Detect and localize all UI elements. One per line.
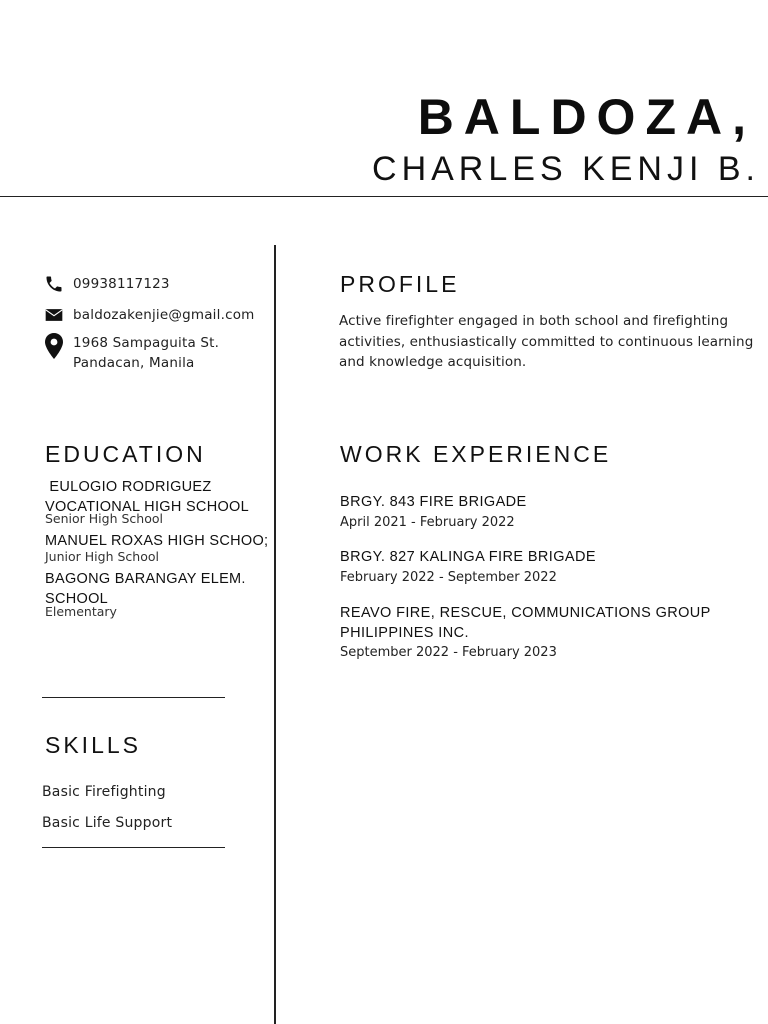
skill-item: Basic Firefighting <box>42 784 166 800</box>
given-name-heading: CHARLES KENJI B. <box>372 150 760 188</box>
address-line-1: 1968 Sampaguita St. <box>73 335 220 351</box>
education-school: EULOGIO RODRIGUEZ VOCATIONAL HIGH SCHOOL <box>45 479 249 515</box>
skills-top-divider <box>42 697 225 698</box>
job-title: BRGY. 843 FIRE BRIGADE <box>340 494 527 510</box>
column-divider <box>274 245 276 1024</box>
contact-email <box>44 305 255 327</box>
phone-icon <box>44 274 64 296</box>
work-experience-heading: WORK EXPERIENCE <box>340 441 612 467</box>
contact-address <box>44 333 219 373</box>
header-divider <box>0 196 768 197</box>
phone-number: 09938117123 <box>73 276 170 292</box>
job-dates: April 2021 - February 2022 <box>340 515 515 530</box>
education-level: Junior High School <box>45 549 159 564</box>
location-pin-icon <box>44 333 64 359</box>
education-level: Elementary <box>45 604 117 619</box>
education-heading: EDUCATION <box>45 441 206 467</box>
education-level: Senior High School <box>45 511 163 526</box>
job-dates: September 2022 - February 2023 <box>340 645 557 660</box>
education-school: MANUEL ROXAS HIGH SCHOO; <box>45 533 269 549</box>
address <box>73 333 219 373</box>
job-dates: February 2022 - September 2022 <box>340 570 557 585</box>
profile-heading: PROFILE <box>340 271 460 297</box>
contact-phone <box>44 274 170 296</box>
skills-bottom-divider <box>42 847 225 848</box>
profile-summary: Active firefighter engaged in both school and firefighting activities, enthusiastically committed to continuous learning and knowledge acquisition. <box>339 313 754 370</box>
address-line-2: Pandacan, Manila <box>73 355 195 371</box>
education-school: BAGONG BARANGAY ELEM. SCHOOL <box>45 571 246 607</box>
skill-item: Basic Life Support <box>42 815 173 831</box>
surname-heading: BALDOZA, <box>417 89 756 145</box>
skills-heading: SKILLS <box>45 732 141 758</box>
mail-icon <box>44 305 64 327</box>
job-title: REAVO FIRE, RESCUE, COMMUNICATIONS GROUP PHILIPPINES INC. <box>340 605 711 641</box>
email-address: baldozakenjie@gmail.com <box>73 307 255 323</box>
job-title: BRGY. 827 KALINGA FIRE BRIGADE <box>340 549 596 565</box>
